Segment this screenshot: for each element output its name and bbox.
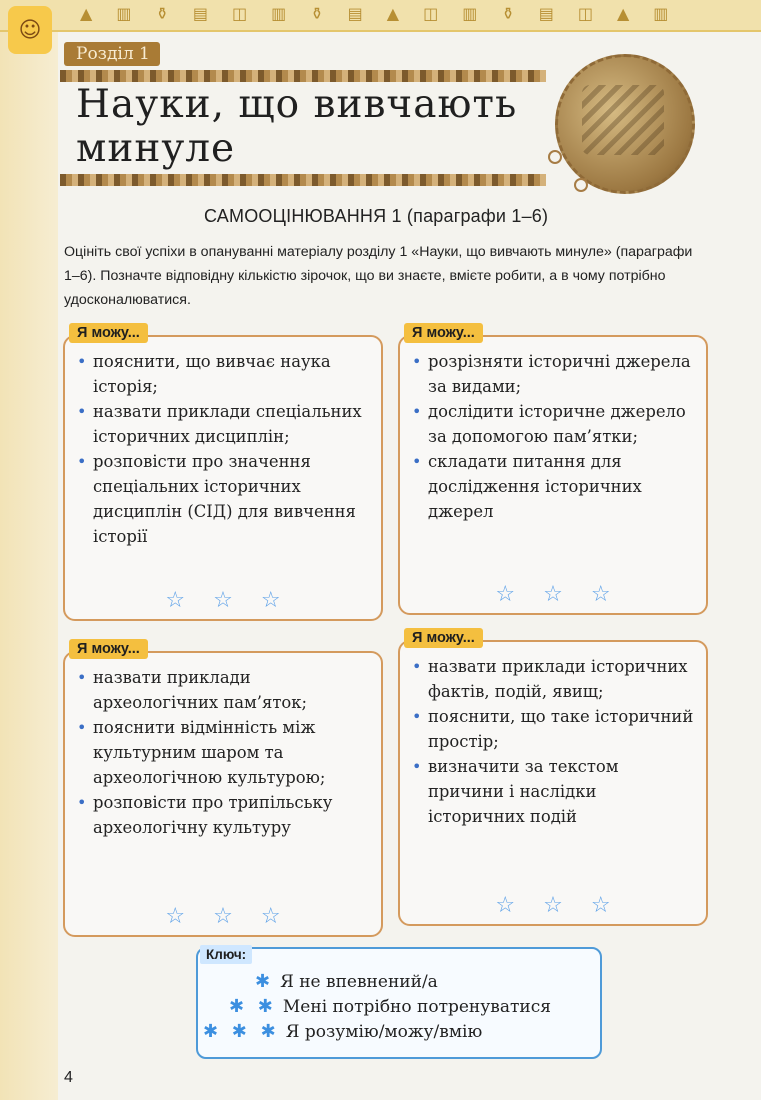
column-icon: ▥ xyxy=(653,4,669,23)
rating-stars xyxy=(65,904,381,929)
skill-card-2 xyxy=(398,325,708,615)
page-number: 4 xyxy=(64,1069,73,1086)
list-item: • пояснити, що вивчає наука історія; xyxy=(77,349,371,399)
decorative-dot xyxy=(548,150,562,164)
top-icon-row xyxy=(80,4,668,23)
list-item: • пояснити, що таке історичний простір; xyxy=(412,704,696,754)
key-row-3 xyxy=(203,1021,482,1042)
star-3-icon[interactable]: ☆ xyxy=(590,893,611,918)
star-1-icon[interactable]: ☆ xyxy=(165,588,186,613)
person-logo-icon: ☺ xyxy=(8,6,52,54)
skill-card-3 xyxy=(63,641,383,937)
skill-card-1 xyxy=(63,325,383,621)
scroll-icon: ◫ xyxy=(231,4,248,23)
star-2-icon[interactable]: ☆ xyxy=(213,904,233,929)
self-assessment-title: САМООЦІНЮВАННЯ 1 (параграфи 1–6) xyxy=(204,206,549,226)
star-3-icon[interactable]: ☆ xyxy=(260,588,281,613)
one-star-icon: ✱ xyxy=(255,971,275,992)
pyramid-icon: ▲ xyxy=(616,4,630,23)
chapter-title: Науки, що вивчають минуле xyxy=(76,82,518,171)
list-item: • визначити за текстом причини і наслідки історичних подій xyxy=(412,754,696,829)
amphora-icon: ⚱ xyxy=(501,4,515,23)
ancient-relief-illustration xyxy=(555,54,695,194)
rating-stars xyxy=(400,582,706,607)
star-3-icon[interactable]: ☆ xyxy=(260,904,281,929)
star-2-icon[interactable]: ☆ xyxy=(543,893,563,918)
star-2-icon[interactable]: ☆ xyxy=(543,582,563,607)
card-tag: Я можу... xyxy=(404,628,483,648)
star-2-icon[interactable]: ☆ xyxy=(213,588,233,613)
self-assessment-intro: Оцініть свої успіхи в опануванні матеріалу розділу 1 «Науки, що вивчають минуле» (параграфи 1–6). Позначте відповідну кількістю зірочок, що ви знаєте, вмієте робити, а в чому потрібно удосконалюватися. xyxy=(64,244,693,308)
scroll-icon: ◫ xyxy=(423,4,439,23)
card-list xyxy=(77,349,371,549)
pyramid-icon: ▲ xyxy=(80,4,93,23)
decorative-dot xyxy=(574,178,588,192)
column-icon: ▥ xyxy=(462,4,478,23)
amphora-icon: ⚱ xyxy=(310,4,324,23)
scroll-icon: ◫ xyxy=(577,4,593,23)
card-list xyxy=(412,349,696,524)
list-item: • назвати приклади історичних фактів, подій, явищ; xyxy=(412,654,696,704)
column-icon: ▥ xyxy=(271,4,287,23)
key-label: Я не впевнений/а xyxy=(280,971,438,992)
card-tag: Я можу... xyxy=(404,323,483,343)
decorative-top-band xyxy=(0,0,761,32)
column-icon: ▥ xyxy=(116,4,132,23)
pyramid-icon: ▲ xyxy=(386,4,400,23)
key-row-2 xyxy=(229,996,551,1017)
list-item: • розповісти про трипільську археологічну культуру xyxy=(77,790,371,840)
key-label: Мені потрібно потренуватися xyxy=(282,996,551,1017)
three-stars-icon: ✱ ✱ ✱ xyxy=(203,1021,280,1042)
rating-stars xyxy=(65,588,381,613)
page-edge-strip xyxy=(0,0,58,1100)
book-icon: ▤ xyxy=(192,4,208,23)
title-ribbon-bottom xyxy=(60,174,546,186)
card-list xyxy=(77,665,371,840)
list-item: • назвати приклади спеціальних історичних дисциплін; xyxy=(77,399,371,449)
book-icon: ▤ xyxy=(347,4,363,23)
key-row-1 xyxy=(255,971,438,992)
list-item: • складати питання для дослідження історичних джерел xyxy=(412,449,696,524)
card-list xyxy=(412,654,696,829)
star-1-icon[interactable]: ☆ xyxy=(165,904,186,929)
list-item: • розповісти про значення спеціальних історичних дисциплін (СІД) для вивчення історії xyxy=(77,449,371,549)
title-ribbon-top xyxy=(60,70,546,82)
list-item: • пояснити відмінність між культурним шаром та археологічною культурою; xyxy=(77,715,371,790)
skill-card-4 xyxy=(398,630,708,926)
card-tag: Я можу... xyxy=(69,639,148,659)
card-tag: Я можу... xyxy=(69,323,148,343)
star-1-icon[interactable]: ☆ xyxy=(495,893,516,918)
star-1-icon[interactable]: ☆ xyxy=(495,582,516,607)
section-label: Розділ 1 xyxy=(64,42,160,66)
list-item: • назвати приклади археологічних пам’яток; xyxy=(77,665,371,715)
two-stars-icon: ✱ ✱ xyxy=(229,996,277,1017)
list-item: • дослідити історичне джерело за допомогою пам’ятки; xyxy=(412,399,696,449)
star-3-icon[interactable]: ☆ xyxy=(590,582,611,607)
key-label: Я розумію/можу/вмію xyxy=(285,1021,483,1042)
rating-stars xyxy=(400,893,706,918)
list-item: • розрізняти історичні джерела за видами; xyxy=(412,349,696,399)
book-icon: ▤ xyxy=(538,4,554,23)
amphora-icon: ⚱ xyxy=(155,4,169,23)
rating-key-title: Ключ: xyxy=(200,945,252,964)
